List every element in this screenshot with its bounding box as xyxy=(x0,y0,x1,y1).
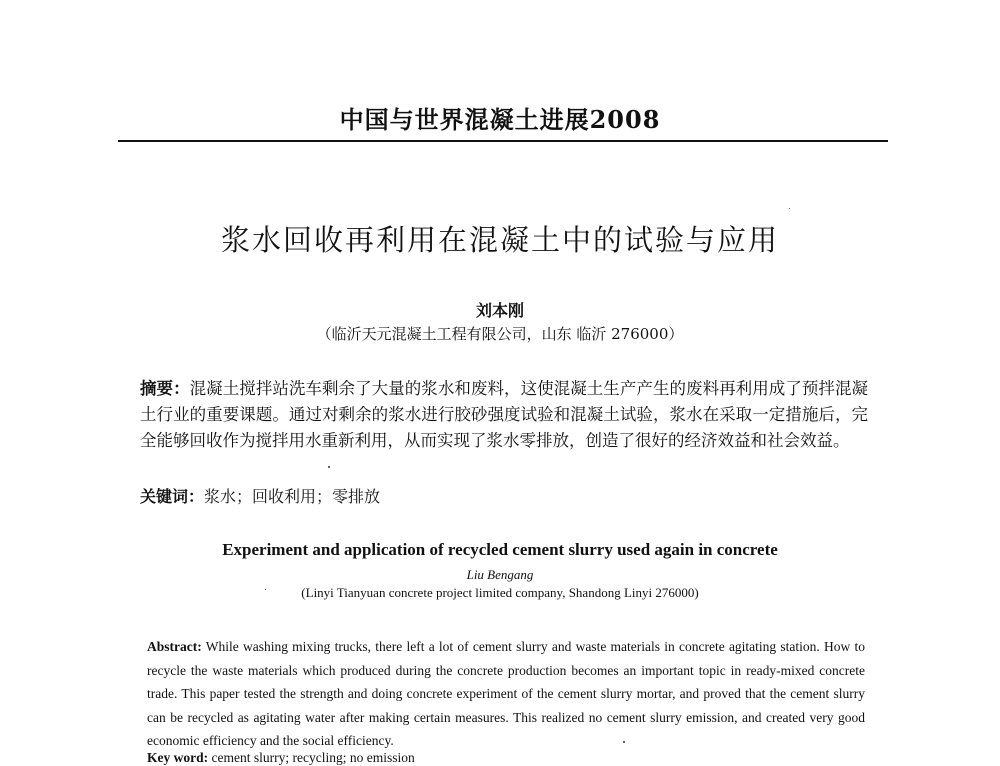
header-rule xyxy=(118,140,888,142)
journal-header-title: 中国与世界混凝土进展2008 xyxy=(339,105,661,134)
abstract-text-en: While washing mixing trucks, there left a lot of cement slurry and waste materials in concrete agitating station. How to recycle the waste materials which produced during the concrete production becomes an important topic in ready-mixed concrete trade. This paper tested the strength and doing concrete experiment of the cement slurry mortar, and proved that the cement slurry can be recycled as agitating water after making certain measures. This realized no cement slurry emission, and created very good economic efficiency and the social efficiency. xyxy=(147,639,865,748)
keywords-label-en: Key word: xyxy=(147,750,209,765)
abstract-label-en: Abstract: xyxy=(147,639,202,654)
abstract-text-cn: 混凝土搅拌站洗车剩余了大量的浆水和废料，这使混凝土生产产生的废料再利用成了预拌混凝土行业的重要课题。通过对剩余的浆水进行胶砂强度试验和混凝土试验，浆水在采取一定措施后，完全能够回收作为搅拌用水重新利用，从而实现了浆水零排放，创造了很好的经济效益和社会效益。 xyxy=(140,379,869,450)
abstract-label-cn: 摘要： xyxy=(140,379,190,398)
keywords-text-en: cement slurry; recycling; no emission xyxy=(211,750,415,765)
author-cn: 刘本刚 xyxy=(475,301,524,320)
keywords-cn xyxy=(140,484,868,507)
author-en: Liu Bengang xyxy=(466,567,534,582)
keywords-text-cn: 浆水；回收利用；零排放 xyxy=(204,487,381,506)
abstract-cn xyxy=(140,376,868,454)
article-title-en: Experiment and application of recycled cement slurry used again in concrete xyxy=(222,540,778,559)
scan-speck xyxy=(265,589,266,590)
affiliation-en: (Linyi Tianyuan concrete project limited company, Shandong Linyi 276000) xyxy=(301,585,699,600)
scan-speck xyxy=(328,466,330,468)
scan-speck xyxy=(789,208,790,209)
article-title-cn: 浆水回收再利用在混凝土中的试验与应用 xyxy=(220,223,779,257)
scan-speck xyxy=(623,741,625,743)
affiliation-cn: （临沂天元混凝土工程有限公司，山东 临沂 276000） xyxy=(316,325,684,343)
keywords-label-cn: 关键词： xyxy=(140,487,205,506)
keywords-en xyxy=(147,750,865,766)
abstract-en xyxy=(147,635,865,753)
